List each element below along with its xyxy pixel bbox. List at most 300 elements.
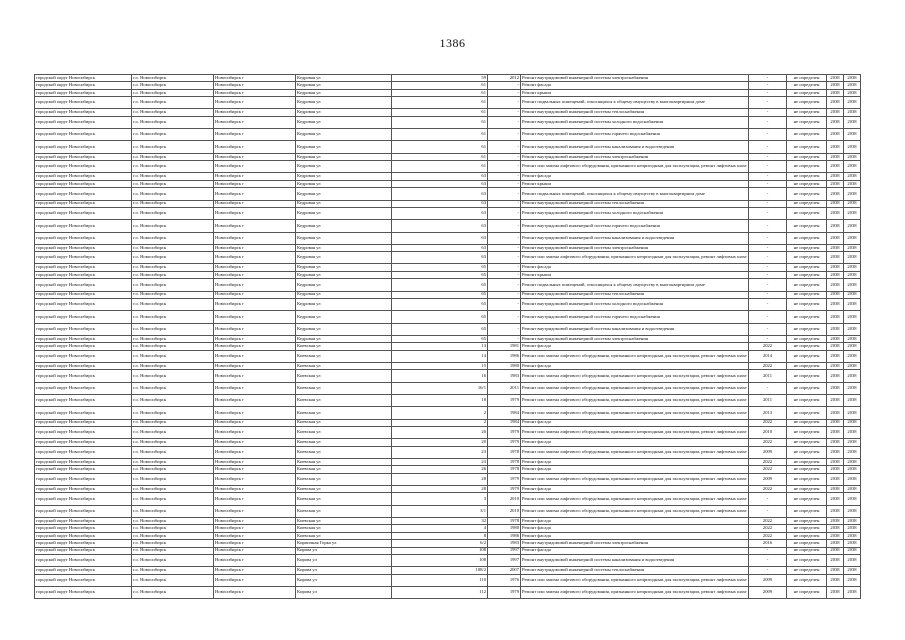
status-cell: не определен [787, 426, 827, 438]
plan-start-cell: 2038 [827, 350, 844, 362]
municipality-cell: городской округ Новосибирск [35, 244, 132, 251]
build-year-cell: 1979 [488, 485, 521, 492]
build-year-cell: - [488, 271, 521, 278]
street-cell: Кедровая ул [296, 207, 392, 219]
municipality-cell: городской округ Новосибирск [35, 271, 132, 278]
plan-end-cell: 2038 [844, 291, 861, 298]
status-cell: не определен [787, 439, 827, 446]
urban-district-cell: г.о. Новосибирск [132, 89, 214, 96]
street-cell: Киевская ул [296, 446, 392, 458]
plan-start-cell: 2038 [827, 382, 844, 394]
build-year-cell: - [488, 252, 521, 264]
plan-end-cell: 2038 [844, 382, 861, 394]
build-year-cell: - [488, 180, 521, 187]
work-type-cell: Ремонт внутридомовой инженерной системы канализования и водоотведения [521, 554, 749, 566]
work-type-cell: Ремонт или замена лифтового оборудования, признанного непригодным для эксплуатации, ремонт лифтовых шахт [521, 446, 749, 458]
build-year-cell: - [488, 173, 521, 180]
house-number-cell: 65 [392, 323, 488, 335]
plan-end-cell: 2038 [844, 485, 861, 492]
status-cell: не определен [787, 220, 827, 232]
house-number-cell: 63 [392, 252, 488, 264]
last-repair-year-cell: 2013 [749, 407, 787, 419]
status-cell: не определен [787, 493, 827, 505]
locality-cell: Новосибирск г [214, 220, 296, 232]
house-number-cell: 28 [392, 485, 488, 492]
urban-district-cell: г.о. Новосибирск [132, 180, 214, 187]
status-cell: не определен [787, 180, 827, 187]
house-number-cell: 61 [392, 82, 488, 89]
table-row [35, 505, 861, 517]
build-year-cell: 1978 [488, 466, 521, 473]
build-year-cell: 1980 [488, 362, 521, 369]
plan-end-cell: 2038 [844, 180, 861, 187]
status-cell: не определен [787, 129, 827, 141]
plan-end-cell: 2038 [844, 220, 861, 232]
plan-end-cell: 2038 [844, 75, 861, 82]
municipality-cell: городской округ Новосибирск [35, 525, 132, 532]
table-row [35, 446, 861, 458]
street-cell: Кедровая ул [296, 279, 392, 291]
table-row [35, 323, 861, 335]
work-type-cell: Ремонт фасада [521, 419, 749, 426]
table-row [35, 485, 861, 492]
street-cell: Кедровая ул [296, 173, 392, 180]
status-cell: не определен [787, 323, 827, 335]
work-type-cell: Ремонт или замена лифтового оборудования, признанного непригодным для эксплуатации, ремонт лифтовых шахт [521, 161, 749, 173]
street-cell: Кедровая ул [296, 291, 392, 298]
urban-district-cell: г.о. Новосибирск [132, 311, 214, 323]
plan-start-cell: 2038 [827, 439, 844, 446]
last-repair-year-cell: - [749, 220, 787, 232]
locality-cell: Новосибирск г [214, 153, 296, 160]
table-row [35, 382, 861, 394]
locality-cell: Новосибирск г [214, 505, 296, 517]
urban-district-cell: г.о. Новосибирск [132, 407, 214, 419]
street-cell: Кедровая ул [296, 311, 392, 323]
last-repair-year-cell: - [749, 97, 787, 109]
urban-district-cell: г.о. Новосибирск [132, 188, 214, 200]
work-type-cell: Ремонт внутридомовой инженерной системы канализования и водоотведения [521, 232, 749, 244]
status-cell: не определен [787, 485, 827, 492]
house-number-cell: 15 [392, 362, 488, 369]
urban-district-cell: г.о. Новосибирск [132, 298, 214, 310]
plan-end-cell: 2038 [844, 129, 861, 141]
work-type-cell: Ремонт фасада [521, 439, 749, 446]
build-year-cell: 1979 [488, 586, 521, 598]
street-cell: Кирова ул [296, 554, 392, 566]
urban-district-cell: г.о. Новосибирск [132, 207, 214, 219]
street-cell: Киевская ул [296, 362, 392, 369]
plan-start-cell: 2038 [827, 407, 844, 419]
street-cell: Киевская ул [296, 370, 392, 382]
last-repair-year-cell: - [749, 188, 787, 200]
house-number-cell: 61 [392, 109, 488, 116]
work-type-cell: Ремонт подвальных помещений, относящихся к общему имуществу в многоквартирном доме [521, 97, 749, 109]
plan-start-cell: 2038 [827, 419, 844, 426]
street-cell: Киевская ул [296, 517, 392, 524]
urban-district-cell: г.о. Новосибирск [132, 394, 214, 406]
work-type-cell: Ремонт или замена лифтового оборудования, признанного непригодным для эксплуатации, ремонт лифтовых шахт [521, 473, 749, 485]
status-cell: не определен [787, 82, 827, 89]
status-cell: не определен [787, 394, 827, 406]
plan-end-cell: 2038 [844, 554, 861, 566]
work-type-cell: Ремонт внутридомовой инженерной системы электроснабжения [521, 335, 749, 342]
work-type-cell: Ремонт фасада [521, 532, 749, 539]
last-repair-year-cell: 2009 [749, 446, 787, 458]
urban-district-cell: г.о. Новосибирск [132, 525, 214, 532]
locality-cell: Новосибирск г [214, 567, 296, 574]
work-type-cell: Ремонт внутридомовой инженерной системы канализования и водоотведения [521, 141, 749, 153]
work-type-cell: Ремонт подвальных помещений, относящихся к общему имуществу в многоквартирном доме [521, 279, 749, 291]
table-row [35, 232, 861, 244]
table-row [35, 82, 861, 89]
street-cell: Кедровая ул [296, 264, 392, 271]
plan-start-cell: 2038 [827, 394, 844, 406]
status-cell: не определен [787, 532, 827, 539]
last-repair-year-cell: - [749, 82, 787, 89]
table-row [35, 517, 861, 524]
urban-district-cell: г.о. Новосибирск [132, 116, 214, 128]
plan-start-cell: 2038 [827, 567, 844, 574]
municipality-cell: городской округ Новосибирск [35, 547, 132, 554]
street-cell: Кедровая ул [296, 271, 392, 278]
work-type-cell: Ремонт внутридомовой инженерной системы теплоснабжения [521, 200, 749, 207]
urban-district-cell: г.о. Новосибирск [132, 540, 214, 547]
plan-start-cell: 2038 [827, 446, 844, 458]
build-year-cell: 2010 [488, 505, 521, 517]
work-type-cell: Ремонт фасада [521, 547, 749, 554]
build-year-cell: 1980 [488, 525, 521, 532]
locality-cell: Новосибирск г [214, 207, 296, 219]
municipality-cell: городской округ Новосибирск [35, 540, 132, 547]
municipality-cell: городской округ Новосибирск [35, 574, 132, 586]
status-cell: не определен [787, 244, 827, 251]
street-cell: Кедровая ул [296, 335, 392, 342]
plan-end-cell: 2038 [844, 547, 861, 554]
plan-end-cell: 2038 [844, 505, 861, 517]
house-number-cell: 63 [392, 207, 488, 219]
status-cell: не определен [787, 505, 827, 517]
table-row [35, 97, 861, 109]
house-number-cell: 6/2 [392, 540, 488, 547]
street-cell: Киевская ул [296, 382, 392, 394]
build-year-cell: - [488, 220, 521, 232]
house-number-cell: 16 [392, 370, 488, 382]
work-type-cell: Ремонт фасада [521, 343, 749, 350]
last-repair-year-cell: - [749, 291, 787, 298]
municipality-cell: городской округ Новосибирск [35, 439, 132, 446]
plan-start-cell: 2038 [827, 129, 844, 141]
status-cell: не определен [787, 153, 827, 160]
street-cell: Кедровая ул [296, 129, 392, 141]
locality-cell: Новосибирск г [214, 586, 296, 598]
street-cell: Киевская ул [296, 505, 392, 517]
house-number-cell: 20 [392, 439, 488, 446]
last-repair-year-cell: - [749, 271, 787, 278]
house-number-cell: 26 [392, 466, 488, 473]
last-repair-year-cell: - [749, 547, 787, 554]
work-type-cell: Ремонт или замена лифтового оборудования, признанного непригодным для эксплуатации, ремонт лифтовых шахт [521, 586, 749, 598]
plan-end-cell: 2038 [844, 419, 861, 426]
house-number-cell: 61 [392, 129, 488, 141]
plan-start-cell: 2038 [827, 173, 844, 180]
municipality-cell: городской округ Новосибирск [35, 180, 132, 187]
plan-end-cell: 2038 [844, 540, 861, 547]
house-number-cell: 112 [392, 586, 488, 598]
municipality-cell: городской округ Новосибирск [35, 505, 132, 517]
plan-end-cell: 2038 [844, 525, 861, 532]
locality-cell: Новосибирск г [214, 311, 296, 323]
status-cell: не определен [787, 298, 827, 310]
plan-start-cell: 2038 [827, 323, 844, 335]
house-number-cell: 18 [392, 394, 488, 406]
build-year-cell: - [488, 244, 521, 251]
locality-cell: Новосибирск г [214, 362, 296, 369]
plan-start-cell: 2038 [827, 116, 844, 128]
build-year-cell: 1984 [488, 407, 521, 419]
municipality-cell: городской округ Новосибирск [35, 298, 132, 310]
urban-district-cell: г.о. Новосибирск [132, 419, 214, 426]
plan-end-cell: 2038 [844, 362, 861, 369]
locality-cell: Новосибирск г [214, 485, 296, 492]
locality-cell: Новосибирск г [214, 252, 296, 264]
build-year-cell: - [488, 141, 521, 153]
plan-end-cell: 2038 [844, 141, 861, 153]
status-cell: не определен [787, 370, 827, 382]
urban-district-cell: г.о. Новосибирск [132, 547, 214, 554]
last-repair-year-cell: - [749, 129, 787, 141]
locality-cell: Новосибирск г [214, 271, 296, 278]
table-row [35, 244, 861, 251]
status-cell: не определен [787, 335, 827, 342]
plan-end-cell: 2038 [844, 335, 861, 342]
work-type-cell: Ремонт фасада [521, 485, 749, 492]
plan-end-cell: 2038 [844, 244, 861, 251]
plan-start-cell: 2038 [827, 532, 844, 539]
street-cell: Кедровая ул [296, 232, 392, 244]
work-type-cell: Ремонт крыши [521, 180, 749, 187]
last-repair-year-cell: 2009 [749, 473, 787, 485]
plan-start-cell: 2038 [827, 370, 844, 382]
table-row [35, 525, 861, 532]
table-row [35, 473, 861, 485]
last-repair-year-cell: - [749, 382, 787, 394]
plan-end-cell: 2038 [844, 82, 861, 89]
locality-cell: Новосибирск г [214, 298, 296, 310]
house-number-cell: 61 [392, 116, 488, 128]
build-year-cell: - [488, 335, 521, 342]
last-repair-year-cell: - [749, 252, 787, 264]
build-year-cell: 1979 [488, 426, 521, 438]
urban-district-cell: г.о. Новосибирск [132, 291, 214, 298]
build-year-cell: - [488, 161, 521, 173]
status-cell: не определен [787, 188, 827, 200]
table-row [35, 291, 861, 298]
municipality-cell: городской округ Новосибирск [35, 473, 132, 485]
house-number-cell: 65 [392, 271, 488, 278]
house-number-cell: 63 [392, 244, 488, 251]
build-year-cell: 1983 [488, 370, 521, 382]
status-cell: не определен [787, 554, 827, 566]
house-number-cell: 63 [392, 220, 488, 232]
locality-cell: Новосибирск г [214, 525, 296, 532]
street-cell: Киевская ул [296, 466, 392, 473]
plan-end-cell: 2038 [844, 161, 861, 173]
table-row [35, 458, 861, 465]
table-row [35, 220, 861, 232]
plan-start-cell: 2038 [827, 264, 844, 271]
locality-cell: Новосибирск г [214, 188, 296, 200]
work-type-cell: Ремонт фасада [521, 458, 749, 465]
municipality-cell: городской округ Новосибирск [35, 207, 132, 219]
locality-cell: Новосибирск г [214, 180, 296, 187]
municipality-cell: городской округ Новосибирск [35, 188, 132, 200]
work-type-cell: Ремонт внутридомовой инженерной системы электроснабжения [521, 153, 749, 160]
municipality-cell: городской округ Новосибирск [35, 200, 132, 207]
municipality-cell: городской округ Новосибирск [35, 291, 132, 298]
build-year-cell: - [488, 323, 521, 335]
locality-cell: Новосибирск г [214, 446, 296, 458]
work-type-cell: Ремонт внутридомовой инженерной системы горячего водоснабжения [521, 129, 749, 141]
work-type-cell: Ремонт или замена лифтового оборудования, признанного непригодным для эксплуатации, ремонт лифтовых шахт [521, 370, 749, 382]
table-row [35, 116, 861, 128]
locality-cell: Новосибирск г [214, 540, 296, 547]
urban-district-cell: г.о. Новосибирск [132, 252, 214, 264]
municipality-cell: городской округ Новосибирск [35, 426, 132, 438]
work-type-cell: Ремонт внутридомовой инженерной системы холодного водоснабжения [521, 298, 749, 310]
locality-cell: Новосибирск г [214, 244, 296, 251]
last-repair-year-cell: 2022 [749, 343, 787, 350]
plan-start-cell: 2038 [827, 97, 844, 109]
last-repair-year-cell: 2022 [749, 419, 787, 426]
street-cell: Кедровая ул [296, 298, 392, 310]
last-repair-year-cell: - [749, 554, 787, 566]
last-repair-year-cell: - [749, 180, 787, 187]
locality-cell: Новосибирск г [214, 343, 296, 350]
work-type-cell: Ремонт или замена лифтового оборудования, признанного непригодным для эксплуатации, ремонт лифтовых шахт [521, 493, 749, 505]
street-cell: Кедровая ул [296, 323, 392, 335]
build-year-cell: 1978 [488, 446, 521, 458]
house-number-cell: 110 [392, 574, 488, 586]
street-cell: Киевская ул [296, 473, 392, 485]
table-row [35, 574, 861, 586]
house-number-cell: 28 [392, 473, 488, 485]
plan-end-cell: 2038 [844, 517, 861, 524]
table-row [35, 311, 861, 323]
table-row [35, 279, 861, 291]
plan-start-cell: 2038 [827, 586, 844, 598]
build-year-cell: 1979 [488, 439, 521, 446]
plan-end-cell: 2038 [844, 407, 861, 419]
urban-district-cell: г.о. Новосибирск [132, 382, 214, 394]
build-year-cell: - [488, 153, 521, 160]
municipality-cell: городской округ Новосибирск [35, 279, 132, 291]
table-row [35, 271, 861, 278]
municipality-cell: городской округ Новосибирск [35, 382, 132, 394]
work-type-cell: Ремонт подвальных помещений, относящихся к общему имуществу в многоквартирном доме [521, 188, 749, 200]
status-cell: не определен [787, 252, 827, 264]
urban-district-cell: г.о. Новосибирск [132, 485, 214, 492]
plan-start-cell: 2038 [827, 89, 844, 96]
work-type-cell: Ремонт крыши [521, 271, 749, 278]
build-year-cell: - [488, 89, 521, 96]
municipality-cell: городской округ Новосибирск [35, 252, 132, 264]
plan-end-cell: 2038 [844, 350, 861, 362]
plan-end-cell: 2038 [844, 567, 861, 574]
build-year-cell: - [488, 264, 521, 271]
work-type-cell: Ремонт фасада [521, 525, 749, 532]
last-repair-year-cell: - [749, 75, 787, 82]
municipality-cell: городской округ Новосибирск [35, 311, 132, 323]
plan-start-cell: 2038 [827, 485, 844, 492]
plan-start-cell: 2038 [827, 188, 844, 200]
plan-end-cell: 2038 [844, 89, 861, 96]
status-cell: не определен [787, 407, 827, 419]
house-number-cell: 8 [392, 532, 488, 539]
last-repair-year-cell: 2022 [749, 532, 787, 539]
build-year-cell: 1983 [488, 540, 521, 547]
plan-start-cell: 2038 [827, 207, 844, 219]
municipality-cell: городской округ Новосибирск [35, 419, 132, 426]
municipality-cell: городской округ Новосибирск [35, 343, 132, 350]
plan-start-cell: 2038 [827, 200, 844, 207]
street-cell: Кедровая ул [296, 153, 392, 160]
plan-start-cell: 2038 [827, 180, 844, 187]
house-number-cell: 61 [392, 97, 488, 109]
locality-cell: Новосибирск г [214, 116, 296, 128]
municipality-cell: городской округ Новосибирск [35, 350, 132, 362]
municipality-cell: городской округ Новосибирск [35, 129, 132, 141]
house-number-cell: 65 [392, 335, 488, 342]
street-cell: Кирова ул [296, 574, 392, 586]
municipality-cell: городской округ Новосибирск [35, 323, 132, 335]
table-row [35, 466, 861, 473]
house-number-cell: 14 [392, 350, 488, 362]
status-cell: не определен [787, 362, 827, 369]
urban-district-cell: г.о. Новосибирск [132, 343, 214, 350]
last-repair-year-cell: 2022 [749, 466, 787, 473]
locality-cell: Новосибирск г [214, 89, 296, 96]
table-row [35, 547, 861, 554]
last-repair-year-cell: 2022 [749, 458, 787, 465]
locality-cell: Новосибирск г [214, 517, 296, 524]
work-type-cell: Ремонт фасада [521, 264, 749, 271]
house-number-cell: 3/1 [392, 505, 488, 517]
plan-start-cell: 2038 [827, 343, 844, 350]
locality-cell: Новосибирск г [214, 200, 296, 207]
plan-start-cell: 2038 [827, 335, 844, 342]
plan-start-cell: 2038 [827, 574, 844, 586]
plan-start-cell: 2038 [827, 525, 844, 532]
status-cell: не определен [787, 567, 827, 574]
street-cell: Киевская ул [296, 493, 392, 505]
plan-end-cell: 2038 [844, 458, 861, 465]
build-year-cell: 1986 [488, 350, 521, 362]
status-cell: не определен [787, 466, 827, 473]
urban-district-cell: г.о. Новосибирск [132, 82, 214, 89]
municipality-cell: городской округ Новосибирск [35, 97, 132, 109]
plan-start-cell: 2038 [827, 291, 844, 298]
street-cell: Кедровая ул [296, 244, 392, 251]
urban-district-cell: г.о. Новосибирск [132, 109, 214, 116]
street-cell: Кедровая ул [296, 109, 392, 116]
street-cell: Киевская ул [296, 343, 392, 350]
locality-cell: Новосибирск г [214, 439, 296, 446]
urban-district-cell: г.о. Новосибирск [132, 517, 214, 524]
street-cell: Киевская ул [296, 485, 392, 492]
table-row [35, 439, 861, 446]
table-body [35, 75, 861, 599]
